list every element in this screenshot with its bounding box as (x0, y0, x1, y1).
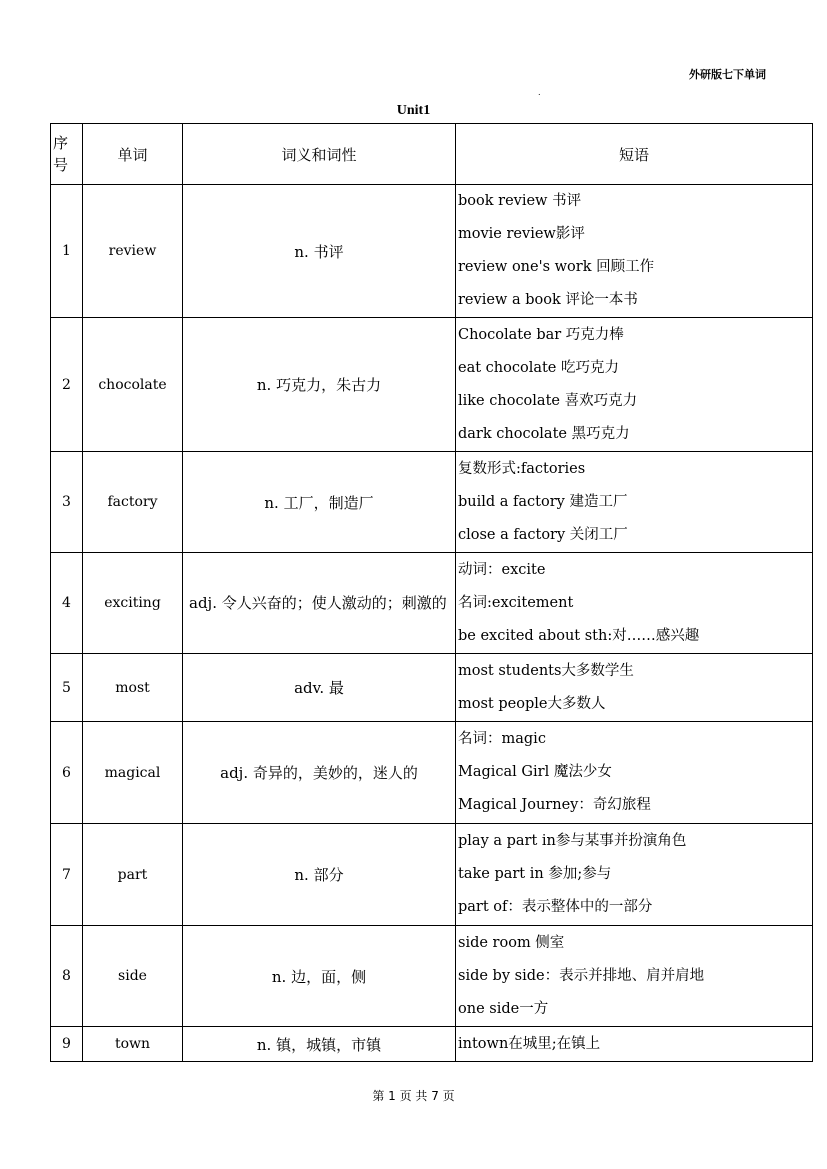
table-row (51, 452, 813, 553)
meaning-cell: adj. 奇异的，美妙的，迷人的 (183, 722, 456, 824)
phrase-line: Chocolate bar 巧克力棒 (458, 326, 624, 343)
phrase-line: book review 书评 (458, 193, 582, 209)
row-number: 6 (51, 722, 83, 824)
phrase-line: 动词：excite (458, 561, 546, 578)
document-header-label: 外研版七下单词 (689, 68, 766, 81)
phrase-line: 复数形式:factories (458, 460, 586, 477)
phrase-line: review a book 评论一本书 (458, 292, 638, 308)
phrases-cell (456, 722, 813, 824)
page-footer: 第 1 页 共 7 页 (372, 1089, 455, 1103)
phrase-line: 名词：magic (458, 731, 546, 747)
table-row (51, 185, 813, 318)
row-number: 3 (51, 452, 83, 553)
table-row (51, 553, 813, 654)
phrase-line: most students大多数学生 (458, 662, 634, 679)
column-header-word: 单词 (83, 124, 183, 185)
phrases-cell (456, 318, 813, 452)
row-number: 9 (51, 1027, 83, 1062)
phrase-line: eat chocolate 吃巧克力 (458, 359, 620, 376)
meaning-cell: n. 巧克力，朱古力 (183, 318, 456, 452)
phrases-cell (456, 452, 813, 553)
stray-dot: . (538, 88, 541, 97)
phrase-line: be excited about sth:对……感兴趣 (458, 627, 700, 644)
vocabulary-table (50, 123, 813, 1062)
phrases-cell (456, 185, 813, 318)
phrase-line: intown在城里;在镇上 (458, 1035, 601, 1052)
column-header-seq: 序号 (51, 124, 83, 185)
row-number: 7 (51, 824, 83, 926)
phrases-cell (456, 654, 813, 722)
word-cell: town (83, 1027, 183, 1062)
word-cell: chocolate (83, 318, 183, 452)
row-number: 8 (51, 926, 83, 1027)
row-number: 4 (51, 553, 83, 654)
phrase-line: one side一方 (458, 1000, 549, 1017)
word-cell: most (83, 654, 183, 722)
column-header-meaning: 词义和词性 (183, 124, 456, 185)
meaning-cell: adj. 令人兴奋的；使人激动的；刺激的 (183, 553, 456, 654)
phrase-line: most people大多数人 (458, 695, 606, 712)
meaning-cell: n. 镇，城镇，市镇 (183, 1027, 456, 1062)
phrase-line: Magical Journey：奇幻旅程 (458, 797, 651, 813)
meaning-cell: n. 边，面，侧 (183, 926, 456, 1027)
phrase-line: part of：表示整体中的一部分 (458, 899, 653, 915)
phrase-line: play a part in参与某事并扮演角色 (458, 833, 687, 849)
meaning-cell: n. 部分 (183, 824, 456, 926)
phrase-line: build a factory 建造工厂 (458, 493, 628, 510)
row-number: 1 (51, 185, 83, 318)
phrases-cell (456, 553, 813, 654)
phrase-line: movie review影评 (458, 226, 585, 242)
word-cell: factory (83, 452, 183, 553)
table-row (51, 722, 813, 824)
unit-title: Unit1 (396, 103, 431, 118)
phrases-cell (456, 824, 813, 926)
word-cell: exciting (83, 553, 183, 654)
phrase-line: side room 侧室 (458, 934, 565, 951)
word-cell: magical (83, 722, 183, 824)
phrase-line: 名词:excitement (458, 594, 574, 611)
row-number: 5 (51, 654, 83, 722)
table-row (51, 1027, 813, 1062)
phrase-line: side by side：表示并排地、肩并肩地 (458, 967, 705, 984)
word-cell: side (83, 926, 183, 1027)
table-row (51, 926, 813, 1027)
phrases-cell (456, 926, 813, 1027)
table-header-row (51, 124, 813, 185)
word-cell: review (83, 185, 183, 318)
table-row (51, 318, 813, 452)
phrase-line: like chocolate 喜欢巧克力 (458, 392, 638, 409)
phrase-line: review one's work 回顾工作 (458, 259, 655, 275)
phrase-line: close a factory 关闭工厂 (458, 526, 628, 543)
phrase-line: dark chocolate 黑巧克力 (458, 425, 630, 442)
meaning-cell: n. 书评 (183, 185, 456, 318)
phrases-cell (456, 1027, 813, 1062)
row-number: 2 (51, 318, 83, 452)
phrase-line: take part in 参加;参与 (458, 866, 612, 882)
meaning-cell: adv. 最 (183, 654, 456, 722)
meaning-cell: n. 工厂，制造厂 (183, 452, 456, 553)
table-row (51, 824, 813, 926)
column-header-phrases: 短语 (456, 124, 813, 185)
table-row (51, 654, 813, 722)
word-cell: part (83, 824, 183, 926)
phrase-line: Magical Girl 魔法少女 (458, 764, 612, 780)
